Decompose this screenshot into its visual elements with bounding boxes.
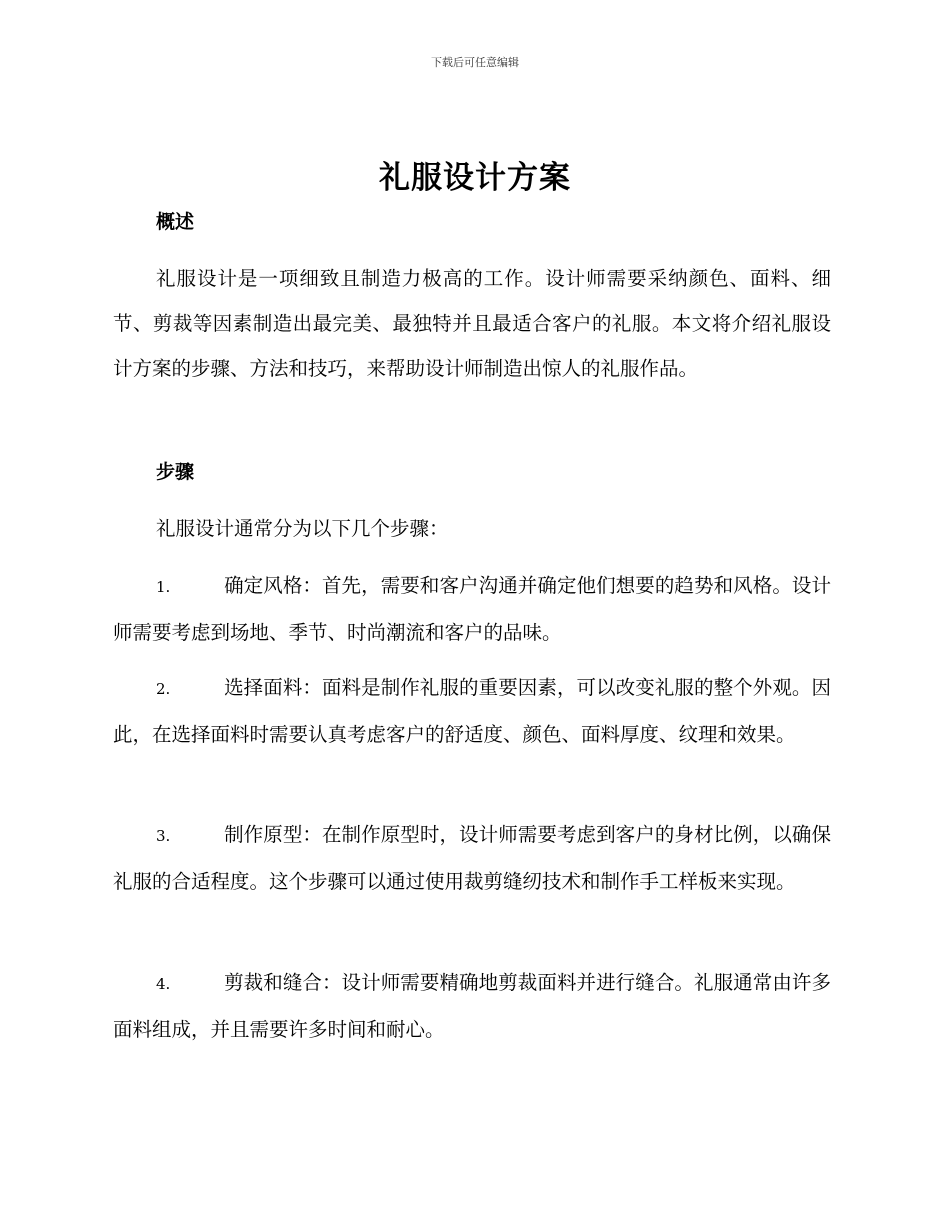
step-number: 2. xyxy=(156,680,171,698)
step-number: 3. xyxy=(156,827,171,845)
step-number: 1. xyxy=(156,578,171,596)
step-item-2 xyxy=(113,665,831,757)
steps-heading: 步骤 xyxy=(156,461,195,483)
overview-section xyxy=(113,207,831,237)
step-item-1 xyxy=(113,563,831,655)
steps-intro-block xyxy=(113,514,831,544)
overview-heading: 概述 xyxy=(156,211,195,233)
step-text: 选择面料：面料是制作礼服的重要因素，可以改变礼服的整个外观。因此，在选择面料时需要认真考虑客户的舒适度、颜色、面料厚度、纹理和效果。 xyxy=(113,676,831,746)
step-text: 制作原型：在制作原型时，设计师需要考虑到客户的身材比例，以确保礼服的合适程度。这个步骤可以通过使用裁剪缝纫技术和制作手工样板来实现。 xyxy=(113,823,831,893)
step-number: 4. xyxy=(156,975,171,993)
step-item-4 xyxy=(113,960,831,1052)
header-note: 下载后可任意编辑 xyxy=(431,56,519,69)
overview-body xyxy=(113,256,831,391)
step-text: 剪裁和缝合：设计师需要精确地剪裁面料并进行缝合。礼服通常由许多面料组成，并且需要许多时间和耐心。 xyxy=(113,971,831,1041)
steps-intro: 礼服设计通常分为以下几个步骤： xyxy=(156,517,449,540)
document-title: 礼服设计方案 xyxy=(379,160,571,196)
step-item-3 xyxy=(113,812,831,904)
steps-section xyxy=(113,457,831,487)
overview-paragraph: 礼服设计是一项细致且制造力极高的工作。设计师需要采纳颜色、面料、细节、剪裁等因素制造出最完美、最独特并且最适合客户的礼服。本文将介绍礼服设计方案的步骤、方法和技巧，来帮助设计师制造出惊人的礼服作品。 xyxy=(113,267,831,380)
step-text: 确定风格：首先，需要和客户沟通并确定他们想要的趋势和风格。设计师需要考虑到场地、季节、时尚潮流和客户的品味。 xyxy=(113,574,831,644)
